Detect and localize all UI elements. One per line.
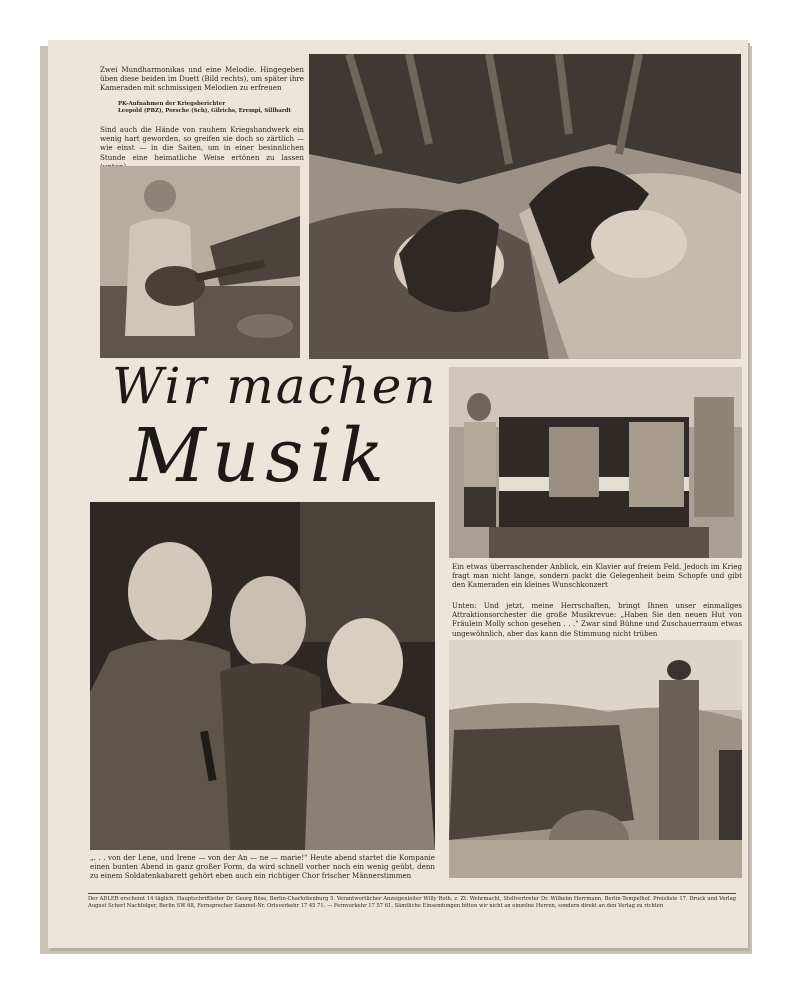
photo-credits xyxy=(118,101,304,115)
harmonica-duet-photo xyxy=(309,54,741,359)
piano-in-field-photo xyxy=(449,367,742,558)
piano-caption: Ein etwas überraschender Anblick, ein Klavier auf freiem Feld. Jedoch im Krieg fragt man nicht lange, sondern packt die Gelegenheit beim Schopfe und gibt den Kameraden ein kleines Wunschkonzert xyxy=(452,562,742,590)
headline-line-2: Musik xyxy=(130,413,390,499)
desert-revue-photo xyxy=(449,640,742,878)
guitar-player-photo xyxy=(100,166,300,358)
headline-line-1: Wir machen xyxy=(112,357,438,415)
imprint-footer: Der ADLER erscheint 14 täglich. Hauptschriftleiter Dr. Georg Böse, Berlin-Charlottenburg 5. Verantwortlicher Anzeigenleiter Willy Roth, z. Zt. Wehrmacht, Stellvertreter Dr. Wilhelm Herrmann, Berlin-Tempelhof. Preisliste 17. Druck und Verlag August Scherl Nachfolger, Berlin SW 68, Fernsprecher Sammel-Nr. Ortsverkehr 17 45 71. — Fernverkehr 17 57 61. Sämtliche Einsendungen bitten wir nicht an einzelne Herren, sondern direkt an den Verlag zu richten xyxy=(88,896,736,909)
footer-rule xyxy=(88,893,736,894)
revue-caption: Unten: Und jetzt, meine Herrschaften, bringt Ihnen unser einmaliges Attraktionsorchester die große Musikrevue: „Haben Sie den neuen Hut von Fräulein Molly schon gesehen . . ." Zwar sind Bühne und Zuschauerraum etwas ungewöhnlich, aber das kann die Stimmung nicht trüben xyxy=(452,601,742,638)
soldier-choir-photo xyxy=(90,502,435,850)
credits-line-2: Leopold (PBZ), Porsche (Sch), Gilrichs, Erempi, Sillhardt xyxy=(118,108,291,114)
intro-text: Zwei Mundharmonikas und eine Melodie. Hingegeben üben diese beiden im Duett (Bild rechts), um später ihre Kameraden mit schmissigen Melodien zu erfreuen xyxy=(100,65,304,93)
guitar-caption: Sind auch die Hände von rauhem Kriegshandwerk ein wenig hart geworden, so greifen sie doch so zärtlich — wie einst — in die Saiten, um in einer besinnlichen Stunde eine heimatliche Weise ertönen zu lassen xyxy=(100,125,304,162)
headline xyxy=(110,357,450,507)
singers-caption: „. . . von der Lene, und Irene — von der An — ne — marie!" Heute abend startet die Kompanie einen bunten Abend in ganz großer Form, da wird schnell vorher noch ein wenig geübt, denn zu einem Soldatenkabarett gehört eben auch ein richtiger Chor frischer Männerstimmen xyxy=(90,853,435,881)
credits-line-1: PK-Aufnahmen der Kriegsberichter xyxy=(118,101,226,107)
